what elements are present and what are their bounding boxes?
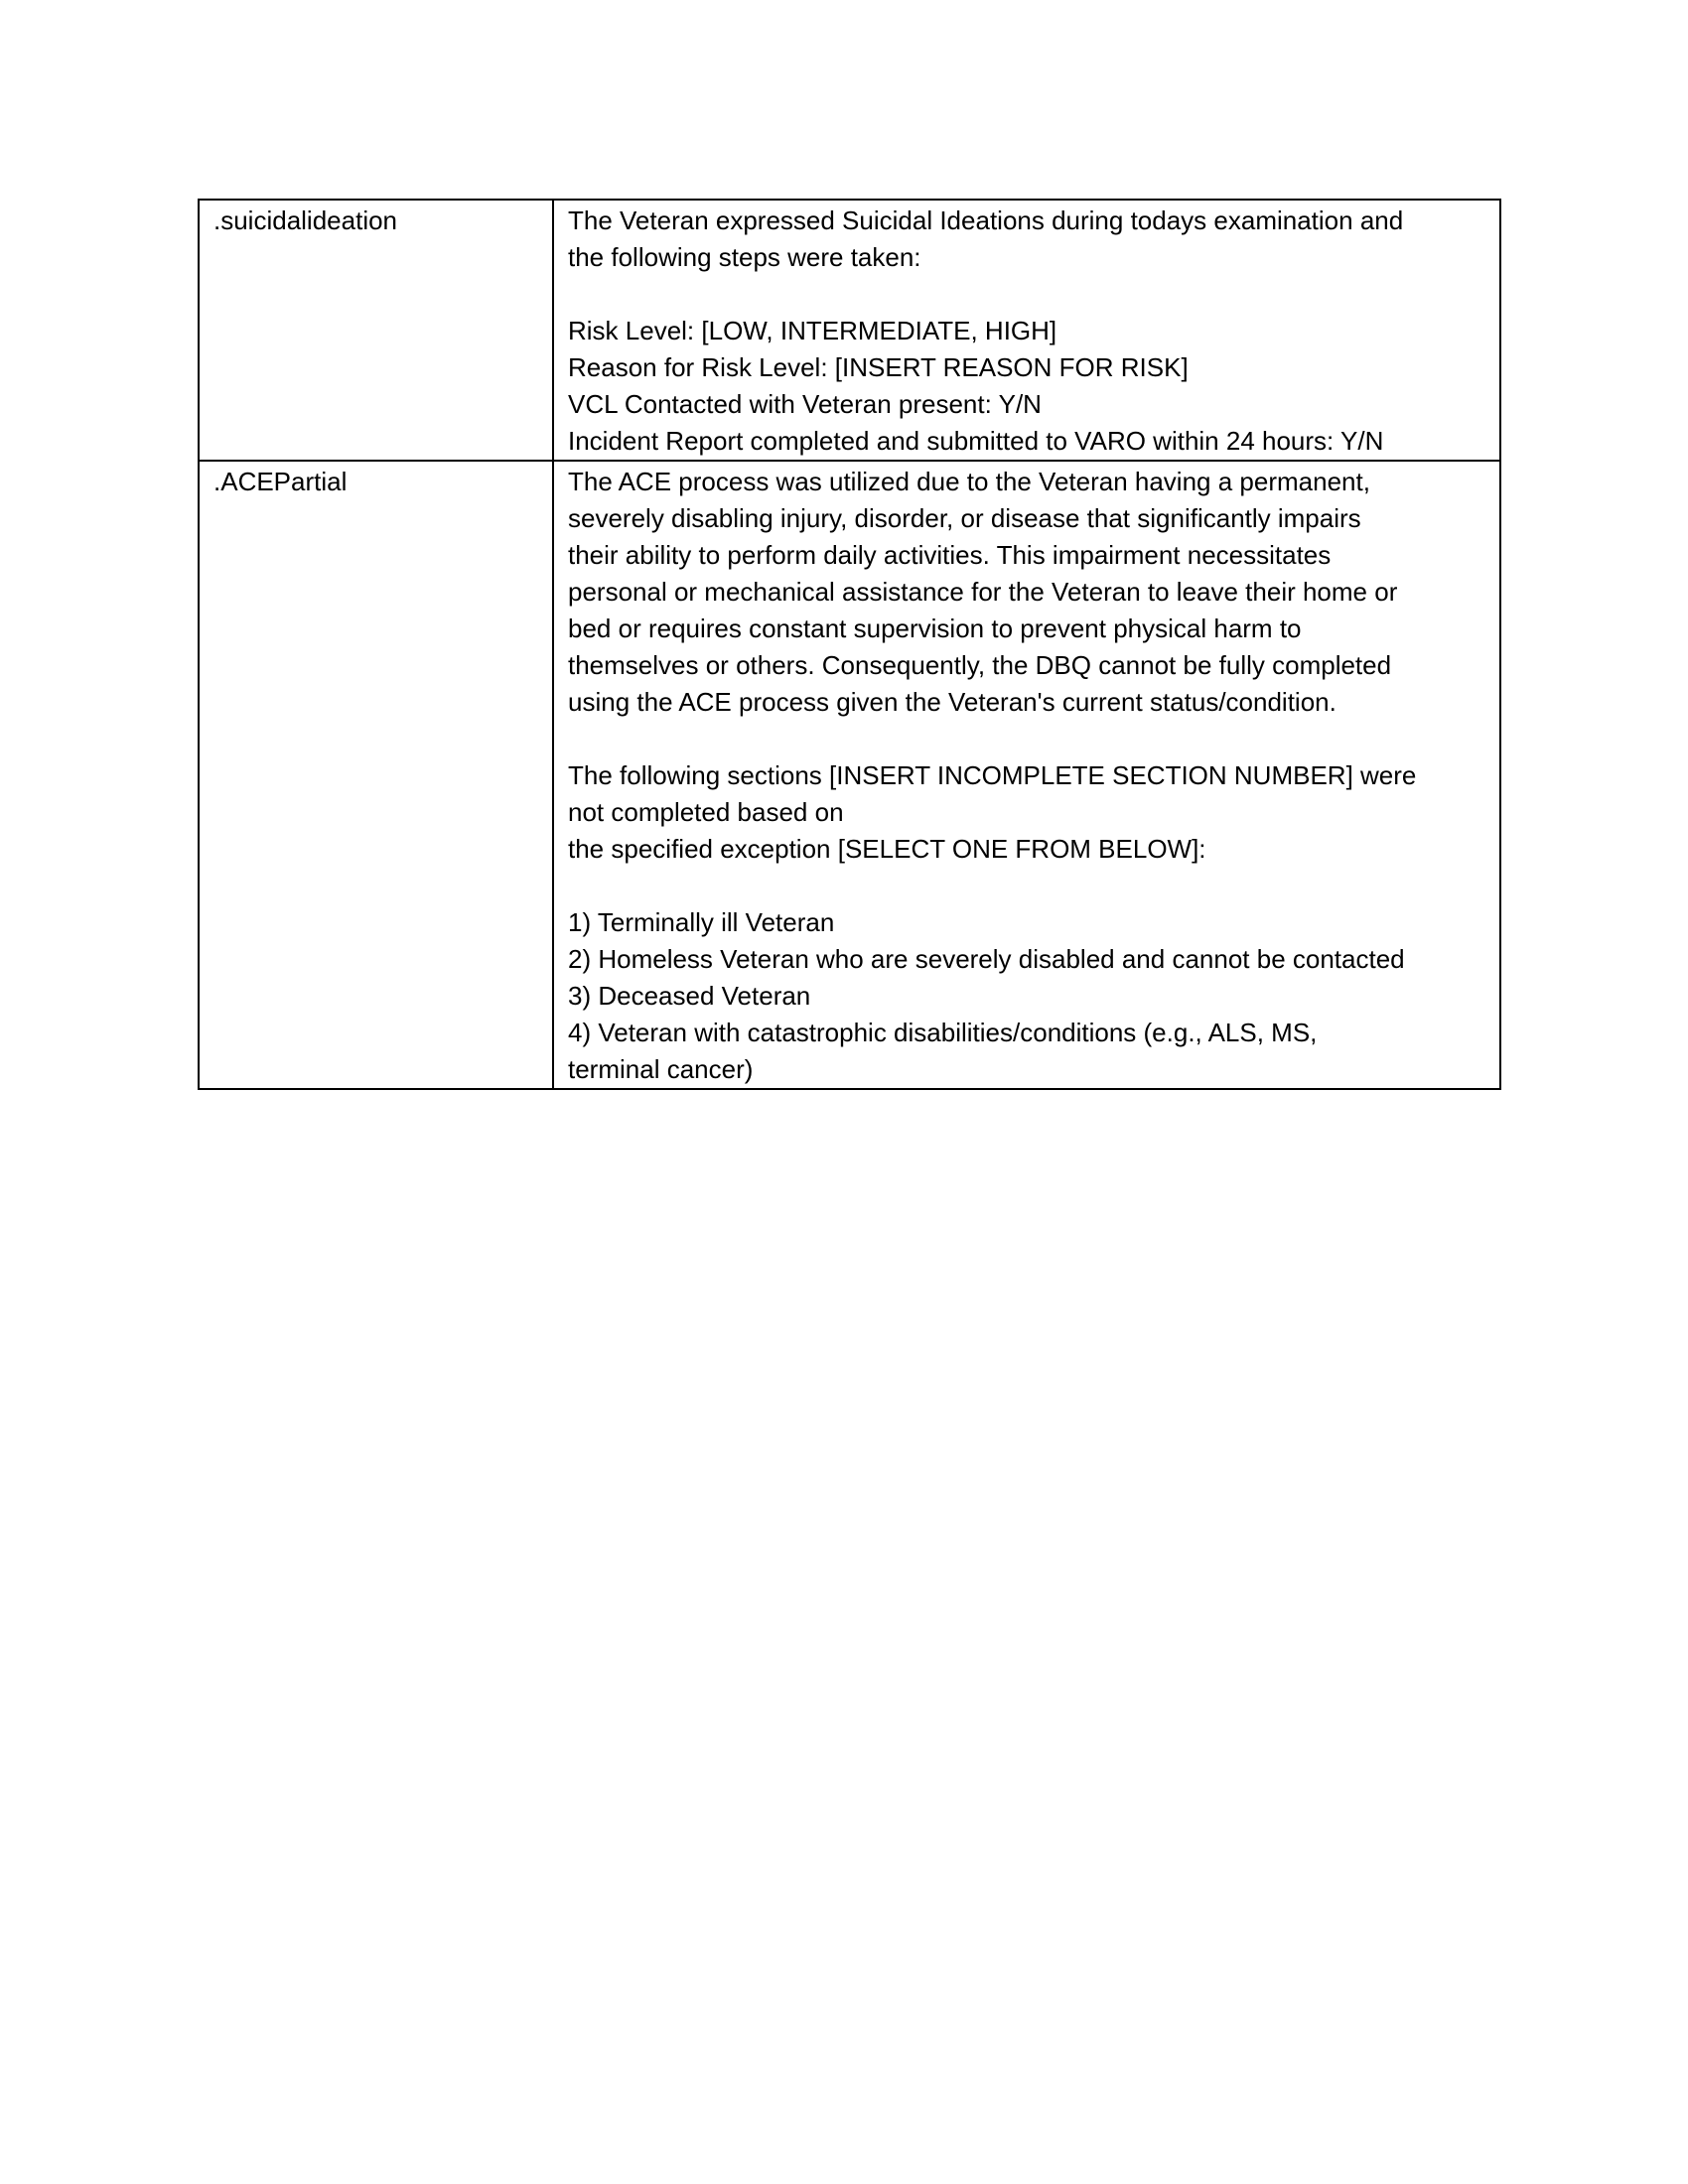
shortcut-cell — [199, 461, 553, 1089]
text-line: terminal cancer) — [568, 1054, 754, 1084]
text-line: 1) Terminally ill Veteran — [568, 907, 835, 937]
text-line: personal or mechanical assistance for the Veteran to leave their home or — [568, 577, 1398, 607]
text-line: their ability to perform daily activities. This impairment necessitates — [568, 540, 1332, 570]
text-line: VCL Contacted with Veteran present: Y/N — [568, 389, 1042, 419]
text-line: not completed based on — [568, 797, 844, 827]
text-line: 3) Deceased Veteran — [568, 981, 811, 1011]
text-line: Reason for Risk Level: [INSERT REASON FOR RISK] — [568, 352, 1189, 382]
shortcut-cell — [199, 200, 553, 461]
phrase-text-cell — [553, 461, 1500, 1089]
shortcut-label: .suicidalideation — [213, 205, 398, 235]
text-line — [568, 276, 1485, 313]
text-line: the following steps were taken: — [568, 242, 921, 272]
table-row — [199, 200, 1500, 461]
text-line: themselves or others. Consequently, the DBQ cannot be fully completed — [568, 650, 1392, 680]
text-line: 4) Veteran with catastrophic disabilities/conditions (e.g., ALS, MS, — [568, 1018, 1318, 1047]
text-line — [568, 868, 1485, 904]
text-line: bed or requires constant supervision to prevent physical harm to — [568, 614, 1302, 643]
text-line: 2) Homeless Veteran who are severely disabled and cannot be contacted — [568, 944, 1405, 974]
phrase-text-cell — [553, 200, 1500, 461]
text-line: Risk Level: [LOW, INTERMEDIATE, HIGH] — [568, 316, 1057, 345]
text-line: The following sections [INSERT INCOMPLETE SECTION NUMBER] were — [568, 760, 1417, 790]
text-line: The ACE process was utilized due to the Veteran having a permanent, — [568, 467, 1370, 496]
text-line — [568, 721, 1485, 757]
text-line: using the ACE process given the Veteran's current status/condition. — [568, 687, 1336, 717]
shortcut-phrase-table — [198, 199, 1501, 1090]
text-line: Incident Report completed and submitted to VARO within 24 hours: Y/N — [568, 426, 1384, 456]
shortcut-label: .ACEPartial — [213, 467, 348, 496]
table-row — [199, 461, 1500, 1089]
text-line: The Veteran expressed Suicidal Ideations during todays examination and — [568, 205, 1404, 235]
text-line: the specified exception [SELECT ONE FROM BELOW]: — [568, 834, 1206, 864]
text-line: severely disabling injury, disorder, or disease that significantly impairs — [568, 503, 1361, 533]
